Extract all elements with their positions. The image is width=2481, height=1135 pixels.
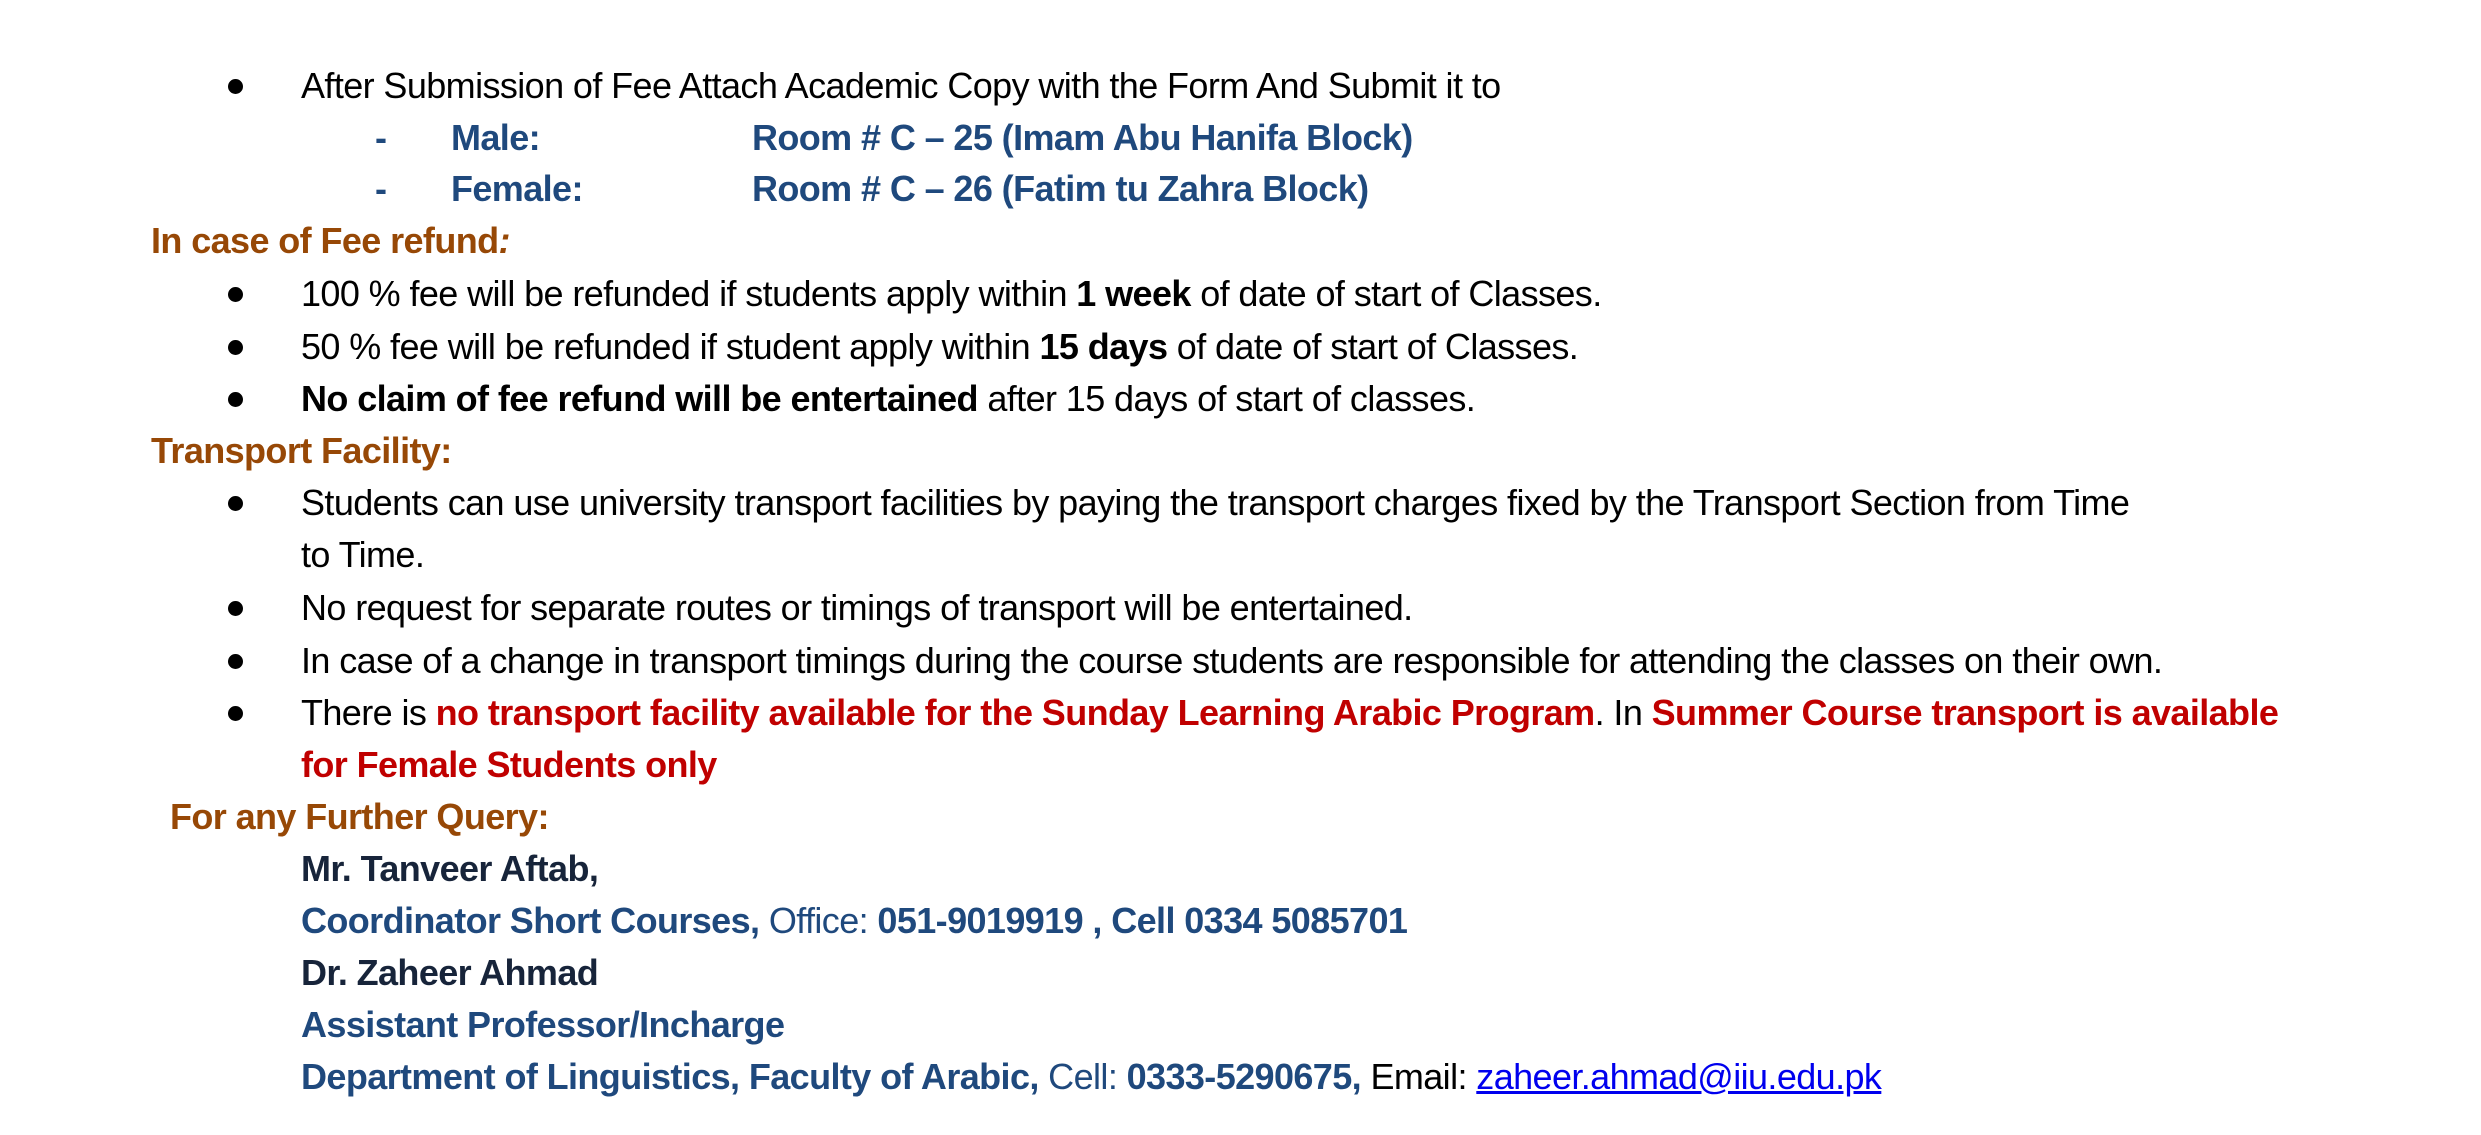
contact-2-dept: Department of Linguistics, Faculty of Arabic, [301,1056,1039,1097]
refund-heading [151,215,510,267]
refund-item-1 [301,268,1602,320]
dash-icon: - [375,168,387,209]
transport-item-4-mid: . In [1594,692,1652,733]
female-room: Room # C – 26 (Fatim tu Zahra Block) [752,168,1369,209]
contact-1-title: Coordinator Short Courses, [301,900,760,941]
contact-2-cell-label: Cell [1038,1056,1108,1097]
refund-item-1-post: of date of start of Classes. [1190,273,1602,314]
contact-1-name: Mr. Tanveer Aftab, [301,848,599,889]
bullet-icon [228,287,243,302]
query-heading: For any Further Query: [170,796,549,837]
contact-2-colon: : [1107,1056,1127,1097]
bullet-icon [228,706,243,721]
transport-item-2: No request for separate routes or timings of transport will be entertained. [301,587,1413,628]
transport-item-3: In case of a change in transport timings during the course students are responsible for attending the classes on their own. [301,640,2163,681]
refund-item-2-bold: 15 days [1039,326,1168,367]
contact-2-cell: 0333-5290675, [1126,1056,1362,1097]
bullet-icon [228,392,243,407]
refund-item-2-post: of date of start of Classes. [1167,326,1579,367]
transport-item-1-line-2: to Time. [301,534,425,575]
transport-item-4-pre: There is [301,692,436,733]
bullet-icon [228,79,243,94]
male-room: Room # C – 25 (Imam Abu Hanifa Block) [752,117,1413,158]
refund-item-2-pre: 50 % fee will be refunded if student apply within [301,326,1040,367]
contact-1-office: 051-9019919 [877,900,1084,941]
contact-2-email-label: Email: [1361,1056,1477,1097]
bullet-icon [228,496,243,511]
transport-item-4-red-1: no transport facility available for the Sunday Learning Arabic Program [435,692,1595,733]
refund-item-2 [301,321,1578,373]
refund-item-3-bold: No claim of fee refund will be entertained [301,378,978,419]
bullet-icon [228,601,243,616]
bullet-icon [228,654,243,669]
transport-item-4-line-2: for Female Students only [301,744,717,785]
dash-icon: - [375,117,387,158]
transport-item-4-line-1 [301,687,2278,739]
female-label: Female: [451,168,583,209]
refund-heading-colon: : [498,220,510,261]
contact-1-cell: , Cell 0334 5085701 [1083,900,1408,941]
contact-1-details [301,895,1407,947]
transport-item-1-line-1: Students can use university transport facilities by paying the transport charges fixed by the Transport Section from Time [301,482,2130,523]
refund-item-1-pre: 100 % fee will be refunded if students apply within [301,273,1077,314]
male-label: Male: [451,117,541,158]
submission-intro: After Submission of Fee Attach Academic Copy with the Form And Submit it to [301,65,1501,106]
refund-heading-text: In case of Fee refund [151,220,499,261]
refund-item-1-bold: 1 week [1076,273,1191,314]
email-link[interactable]: zaheer.ahmad@iiu.edu.pk [1476,1056,1882,1097]
transport-item-4-red-2: Summer Course transport is available [1651,692,2279,733]
refund-item-3 [301,373,1475,425]
refund-item-3-post: after 15 days of start of classes. [977,378,1476,419]
contact-1-office-label: Office: [759,900,878,941]
transport-heading: Transport Facility: [151,430,452,471]
bullet-icon [228,340,243,355]
contact-2-name: Dr. Zaheer Ahmad [301,952,599,993]
contact-2-title: Assistant Professor/Incharge [301,1004,785,1045]
contact-2-details [301,1051,1881,1103]
